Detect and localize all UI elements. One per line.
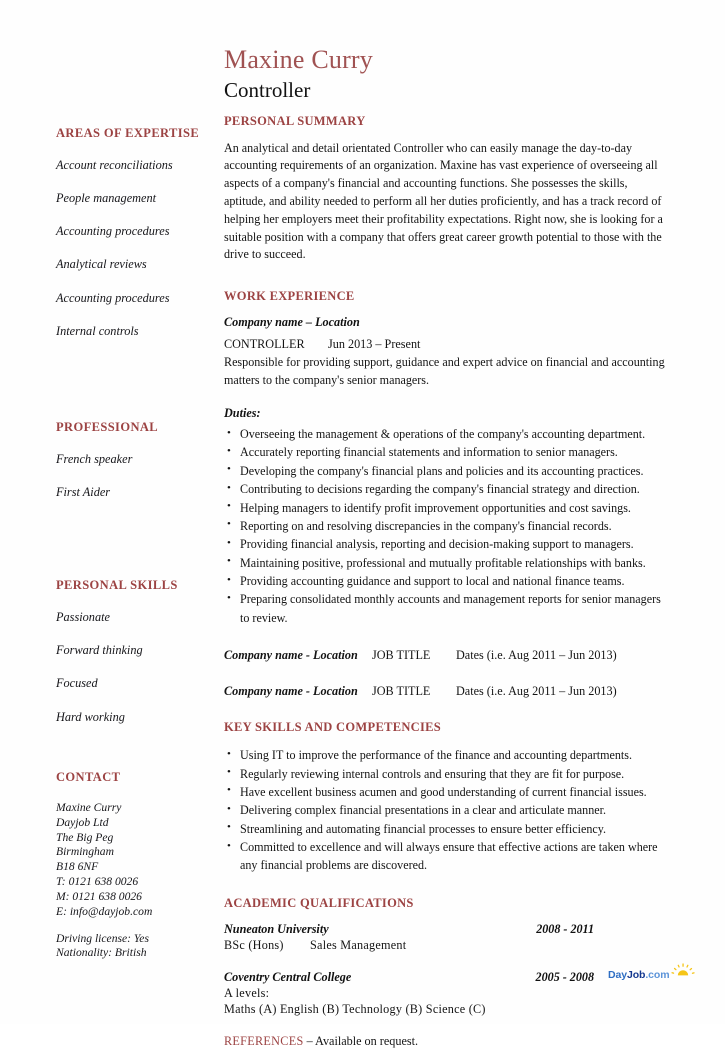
education-school: Coventry Central College — [224, 969, 352, 984]
contact-postcode: B18 6NF — [56, 860, 99, 874]
personal-skills-heading: PERSONAL SKILLS — [56, 578, 178, 593]
page-title: Maxine Curry — [224, 45, 373, 74]
current-role-dates: Jun 2013 – Present — [328, 337, 421, 352]
logo-job-text: Job — [626, 969, 646, 981]
key-skills-heading: KEY SKILLS AND COMPETENCIES — [224, 720, 442, 735]
contact-spacer — [56, 920, 226, 932]
expertise-item: People management — [56, 191, 157, 206]
job-role-subtitle: Controller — [224, 77, 311, 102]
section-spacer — [224, 627, 672, 648]
academic-qualifications-heading: ACADEMIC QUALIFICATIONS — [224, 895, 414, 910]
education-years: 2005 - 2008 — [535, 969, 594, 984]
duty-item: • Maintaining positive, professional and mutually profitable relationships with banks. — [224, 554, 672, 572]
expertise-item: Account reconciliations — [56, 158, 173, 172]
section-spacer — [224, 699, 672, 720]
previous-job-company: Company name - Location — [224, 648, 358, 663]
previous-job-row — [224, 684, 672, 699]
current-role-description: Responsible for providing support, guidance and expert advice on financial and accounting matters to the company's senior managers. — [224, 355, 665, 387]
key-skills-list — [224, 746, 672, 875]
duty-item: • Providing accounting guidance and support to local and national finance teams. — [224, 572, 672, 590]
current-role-title: CONTROLLER — [224, 337, 305, 352]
professional-item: French speaker — [56, 451, 133, 466]
contact-section — [56, 770, 226, 961]
references-label: REFERENCES — [224, 1033, 304, 1048]
contact-mobile: M: 0121 638 0026 — [56, 889, 142, 903]
sidebar — [56, 126, 216, 743]
contact-city: Birmingham — [56, 845, 114, 859]
personal-skill-item: Hard working — [56, 709, 125, 724]
contact-address-1: The Big Peg — [56, 830, 114, 844]
education-entry — [224, 922, 672, 937]
personal-summary-heading: PERSONAL SUMMARY — [224, 113, 366, 128]
duty-item: • Helping managers to identify profit improvement opportunities and cost savings. — [224, 499, 672, 517]
work-experience-heading: WORK EXPERIENCE — [224, 289, 355, 304]
section-spacer — [224, 1017, 672, 1034]
duty-item: • Overseeing the management & operations of the company's accounting department. — [224, 425, 672, 443]
personal-skill-item: Focused — [56, 676, 98, 691]
contact-heading: CONTACT — [56, 770, 121, 784]
duties-list — [224, 425, 672, 627]
key-skill-item: • Committed to excellence and will always ensure that effective actions are taken where any financial problems are discovered. — [224, 838, 672, 875]
key-skill-item: • Have excellent business acumen and good understanding of current financial issues. — [224, 783, 672, 801]
professional-section — [56, 420, 216, 499]
duty-item: • Providing financial analysis, reporting and decision-making support to managers. — [224, 535, 672, 553]
previous-job-title: JOB TITLE — [372, 684, 431, 699]
education-detail — [224, 938, 672, 953]
duty-item: • Contributing to decisions regarding the company's financial strategy and direction. — [224, 480, 672, 498]
dayjob-logo-text — [608, 969, 669, 981]
duty-item: • Developing the company's financial plans and policies and its accounting practices. — [224, 462, 672, 480]
key-skill-item: • Regularly reviewing internal controls and ensuring that they are fit for purpose. — [224, 765, 672, 783]
contact-telephone: T: 0121 638 0026 — [56, 875, 139, 889]
previous-job-dates: Dates (i.e. Aug 2011 – Jun 2013) — [456, 684, 617, 699]
references-text: – Available on request. — [303, 1033, 419, 1048]
sidebar-spacer — [56, 357, 216, 420]
expertise-item: Accounting procedures — [56, 290, 170, 305]
personal-summary-text: An analytical and detail orientated Controller who can easily manage the day-to-day accounting requirements of an organization. Maxine has vast experience of overseeing all aspects of a company's financial and accounting functions. She possesses the skills, aptitude, and ability needed to perform all her duties proficiently, and has a track record of helping her employers meet their profitability expectations. Right now, she is looking for a suitable position with a company that offers great career growth potential to those with the drive to succeed. — [224, 140, 663, 262]
duty-item: • Reporting on and resolving discrepancies in the company's financial records. — [224, 517, 672, 535]
duty-item: • Accurately reporting financial statements and information to senior managers. — [224, 443, 672, 461]
personal-skill-item: Passionate — [56, 610, 110, 625]
previous-job-row — [224, 648, 672, 663]
contact-email[interactable]: E: info@dayjob.com — [56, 904, 153, 918]
current-role-line — [224, 337, 672, 352]
professional-item: First Aider — [56, 484, 111, 499]
expertise-item: Internal controls — [56, 323, 139, 338]
references-line — [224, 1034, 672, 1049]
education-subject: Sales Management — [310, 937, 407, 952]
current-company-name: Company name – Location — [224, 315, 360, 330]
section-spacer — [224, 875, 672, 896]
key-skill-item: • Streamlining and automating financial processes to ensure better efficiency. — [224, 820, 672, 838]
areas-of-expertise-heading: AREAS OF EXPERTISE — [56, 126, 200, 140]
logo-com-text: .com — [645, 969, 670, 981]
contact-name: Maxine Curry — [56, 801, 122, 814]
previous-job-dates: Dates (i.e. Aug 2011 – Jun 2013) — [456, 648, 617, 663]
areas-of-expertise-section — [56, 126, 216, 338]
education-subjects: Maths (A) English (B) Technology (B) Science (C) — [224, 1001, 486, 1016]
contact-driving-license: Driving license: Yes — [56, 931, 149, 945]
section-spacer — [224, 953, 672, 970]
contact-nationality: Nationality: British — [56, 946, 147, 960]
education-years: 2008 - 2011 — [536, 921, 594, 936]
sidebar-spacer — [56, 518, 216, 578]
education-degree: A levels: — [224, 985, 270, 1000]
contact-company: Dayjob Ltd — [56, 815, 109, 829]
education-entry — [224, 970, 672, 985]
education-detail — [224, 986, 672, 1001]
sun-icon — [671, 963, 695, 980]
duty-item: • Preparing consolidated monthly accounts and management reports for senior managers to review. — [224, 590, 672, 627]
section-spacer — [224, 389, 672, 406]
key-skill-item: • Using IT to improve the performance of the finance and accounting departments. — [224, 746, 672, 764]
duties-label: Duties: — [224, 406, 261, 421]
expertise-item: Analytical reviews — [56, 257, 147, 272]
expertise-item: Accounting procedures — [56, 224, 170, 239]
previous-job-company: Company name - Location — [224, 684, 358, 699]
education-school: Nuneaton University — [224, 921, 329, 936]
dayjob-logo[interactable] — [608, 963, 700, 989]
key-skill-item: • Delivering complex financial presentations in a clear and articulate manner. — [224, 801, 672, 819]
main-content — [224, 46, 672, 1049]
section-spacer — [224, 278, 672, 289]
previous-job-title: JOB TITLE — [372, 648, 431, 663]
professional-heading: PROFESSIONAL — [56, 419, 159, 434]
personal-skills-section — [56, 578, 216, 724]
personal-skill-item: Forward thinking — [56, 643, 143, 658]
logo-day-text: Day — [608, 969, 627, 981]
section-spacer — [224, 663, 672, 684]
education-degree: BSc (Hons) — [224, 937, 284, 952]
